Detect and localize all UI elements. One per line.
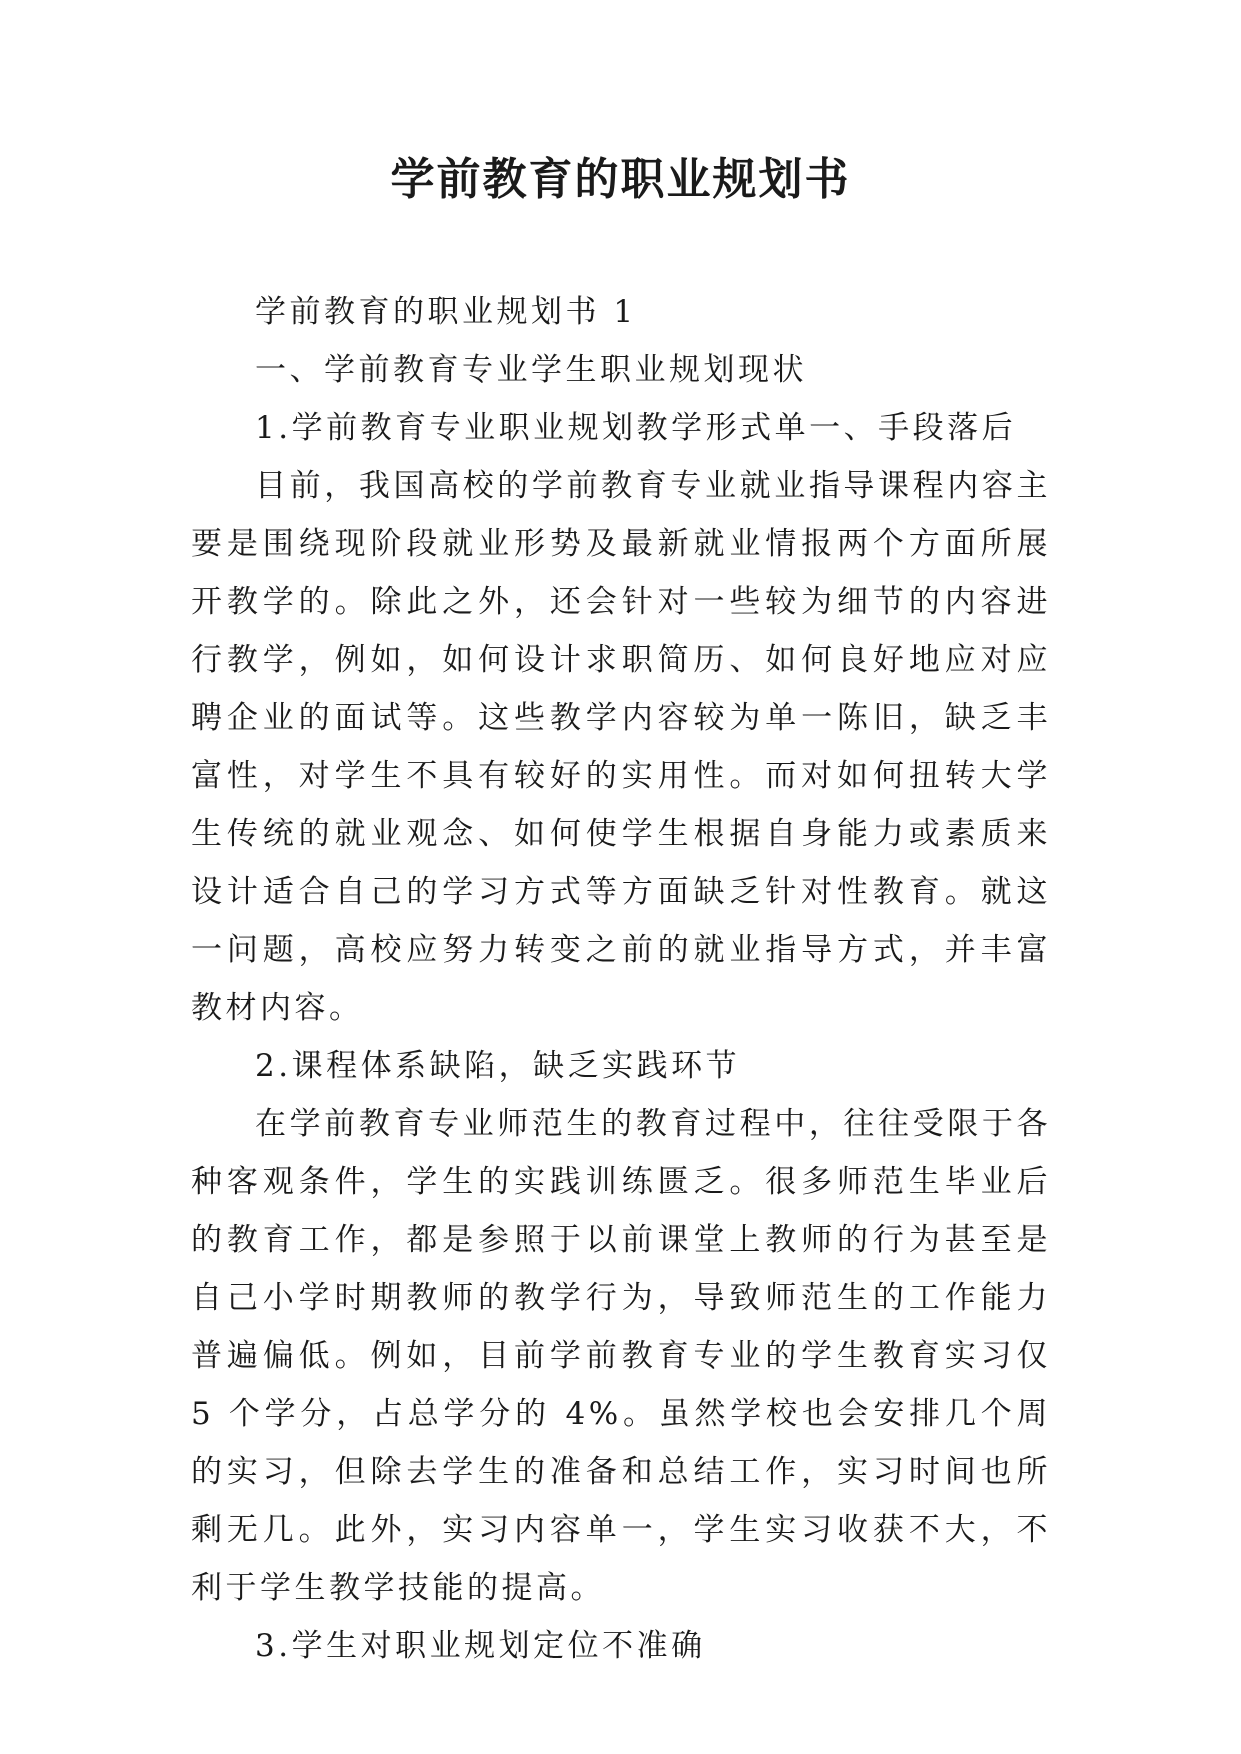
- subsection-heading: 1.学前教育专业职业规划教学形式单一、手段落后: [255, 410, 1017, 446]
- body-paragraph: 目前，我国高校的学前教育专业就业指导课程内容主要是围绕现阶段就业形势及最新就业情报两个方面所展开教学的。除此之外，还会针对一些较为细节的内容进行教学，例如，如何设计求职简历、如何良好地应对应聘企业的面试等。这些教学内容较为单一陈旧，缺乏丰富性，对学生不具有较好的实用性。而对如何扭转大学生传统的就业观念、如何使学生根据自身能力或素质来设计适合自己的学习方式等方面缺乏针对性教育。就这一问题，高校应努力转变之前的就业指导方式，并丰富教材内容。: [191, 468, 1051, 1026]
- body-paragraph: 在学前教育专业师范生的教育过程中，往往受限于各种客观条件，学生的实践训练匮乏。很多师范生毕业后的教育工作，都是参照于以前课堂上教师的行为甚至是自己小学时期教师的教学行为，导致师范生的工作能力普遍偏低。例如，目前学前教育专业的学生教育实习仅 5 个学分，占总学分的 4%。虽然学校也会安排几个周的实习，但除去学生的准备和总结工作，实习时间也所剩无几。此外，实习内容单一，学生实习收获不大，不利于学生教学技能的提高。: [191, 1106, 1051, 1606]
- subtitle-paragraph: 学前教育的职业规划书 1: [255, 294, 637, 330]
- subsection-heading: 2.课程体系缺陷，缺乏实践环节: [255, 1048, 741, 1084]
- document-body: [191, 283, 1051, 1675]
- subsection-heading: 3.学生对职业规划定位不准确: [255, 1628, 706, 1664]
- section-heading: 一、学前教育专业学生职业规划现状: [255, 352, 807, 388]
- document-title: 学前教育的职业规划书: [390, 154, 851, 205]
